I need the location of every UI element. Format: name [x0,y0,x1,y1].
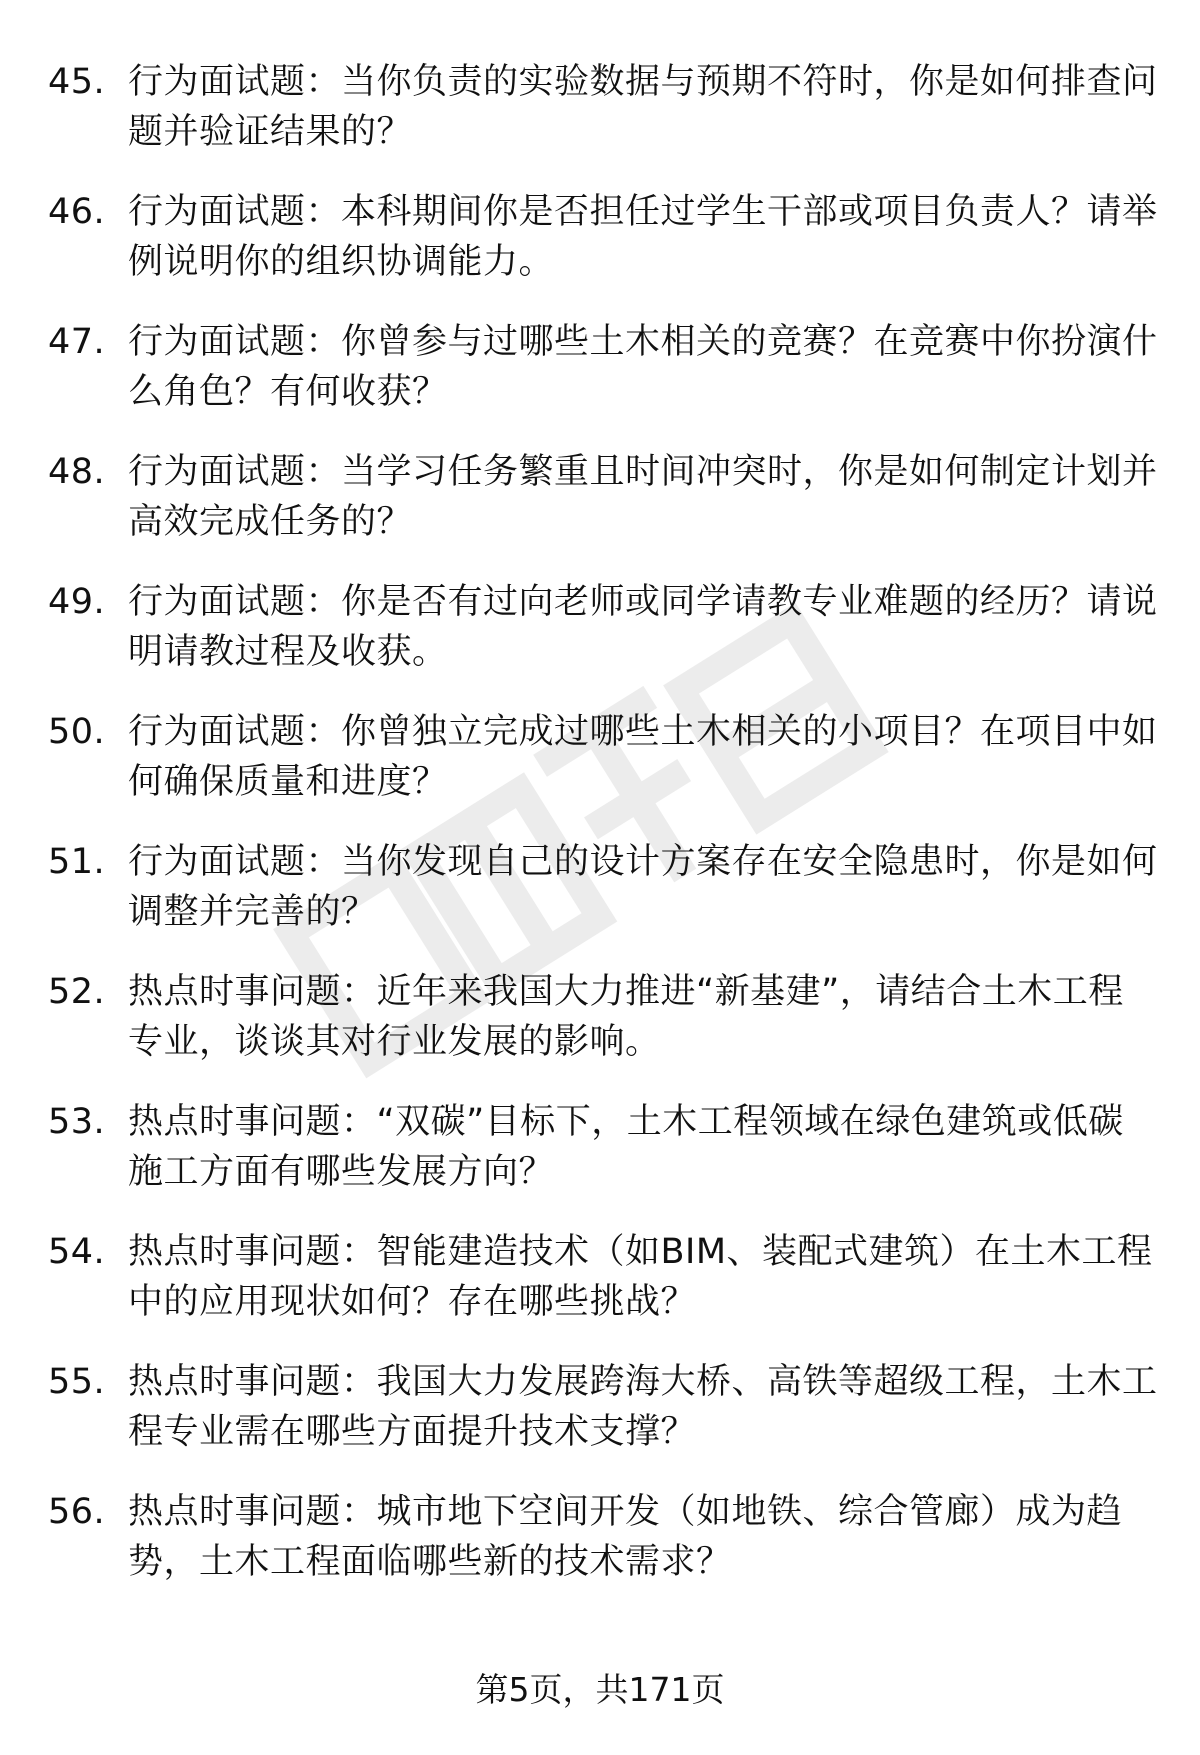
question-number: 47. [48,322,106,362]
question-text: 热点时事问题：城市地下空间开发（如地铁、综合管廊）成为趋势，土木工程面临哪些新的技术需求？ [128,1492,1123,1582]
question-text: 行为面试题：你曾参与过哪些土木相关的竞赛？在竞赛中你扮演什么角色？有何收获？ [128,322,1158,412]
question-text: 行为面试题：本科期间你是否担任过学生干部或项目负责人？请举例说明你的组织协调能力。 [128,192,1158,282]
question-number: 46. [48,192,106,232]
question-item [48,317,1158,417]
question-item [48,1357,1158,1457]
question-number: 45. [48,62,106,102]
question-number: 56. [48,1492,106,1532]
question-item [48,57,1158,157]
question-text: 行为面试题：当你负责的实验数据与预期不符时，你是如何排查问题并验证结果的？ [128,62,1158,152]
question-text: 行为面试题：你曾独立完成过哪些土木相关的小项目？在项目中如何确保质量和进度？ [128,712,1158,802]
page-number-footer: 第5页，共171页 [475,1670,725,1709]
question-number: 48. [48,452,106,492]
question-list [48,57,1158,1617]
question-number: 50. [48,712,106,752]
question-item [48,447,1158,547]
question-item [48,837,1158,937]
question-text: 热点时事问题：“双碳”目标下，土木工程领域在绿色建筑或低碳施工方面有哪些发展方向？ [128,1102,1124,1192]
question-text: 行为面试题：当你发现自己的设计方案存在安全隐患时，你是如何调整并完善的？ [128,842,1158,932]
question-number: 52. [48,972,106,1012]
question-text: 行为面试题：当学习任务繁重且时间冲突时，你是如何制定计划并高效完成任务的？ [128,452,1158,542]
question-item [48,1227,1158,1327]
question-item [48,707,1158,807]
question-text: 热点时事问题：我国大力发展跨海大桥、高铁等超级工程，土木工程专业需在哪些方面提升技术支撑？ [128,1362,1158,1452]
question-number: 54. [48,1232,106,1272]
question-text: 热点时事问题：智能建造技术（如BIM、装配式建筑）在土木工程中的应用现状如何？存在哪些挑战？ [128,1232,1153,1322]
question-item [48,967,1158,1067]
question-number: 53. [48,1102,106,1142]
question-number: 51. [48,842,106,882]
question-text: 行为面试题：你是否有过向老师或同学请教专业难题的经历？请说明请教过程及收获。 [128,582,1158,672]
question-item [48,187,1158,287]
question-item [48,1487,1158,1587]
question-number: 49. [48,582,106,622]
question-number: 55. [48,1362,106,1402]
question-item [48,1097,1158,1197]
question-text: 热点时事问题：近年来我国大力推进“新基建”，请结合土木工程专业，谈谈其对行业发展的影响。 [128,972,1124,1062]
question-item [48,577,1158,677]
